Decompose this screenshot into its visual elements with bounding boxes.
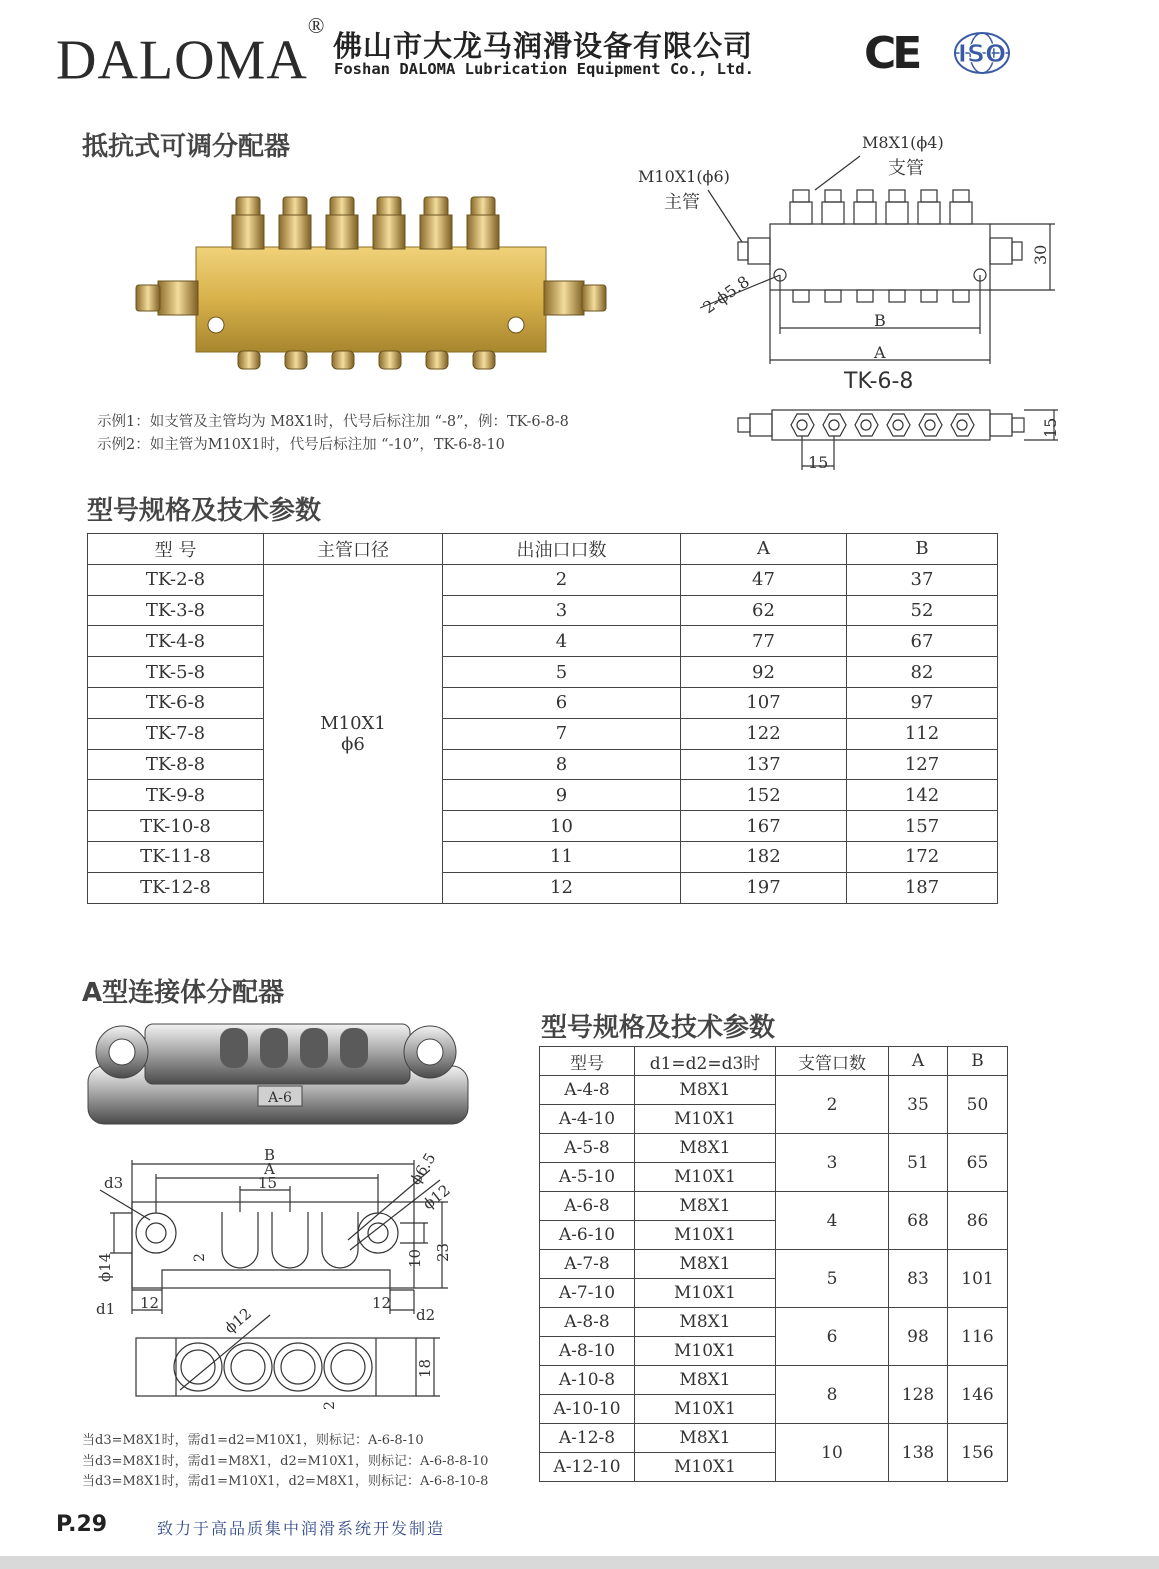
table-row <box>88 564 998 595</box>
cell-thread: M8X1 <box>635 1424 776 1453</box>
cell-a: 137 <box>681 749 847 780</box>
cell-model: A-10-10 <box>540 1395 635 1424</box>
dim-phi14: ϕ14 <box>96 1252 114 1282</box>
table-row <box>88 749 998 780</box>
table-row <box>540 1076 1008 1105</box>
dim-phi12: ϕ12 <box>419 1180 454 1214</box>
note-1: 当d3=M8X1时，需d1=d2=M10X1，则标记：A-6-8-10 <box>82 1433 424 1448</box>
cell-branch-count: 2 <box>776 1076 889 1134</box>
header-a: A <box>889 1047 948 1076</box>
dim-twentythree: 23 <box>434 1242 452 1262</box>
registered-mark: ® <box>307 13 326 38</box>
cell-a: 92 <box>681 657 847 688</box>
section1-title: 抵抗式可调分配器 <box>82 132 291 162</box>
cell-branch-count: 10 <box>776 1424 889 1482</box>
dim-eighteen: 18 <box>416 1358 434 1378</box>
cell-b: 86 <box>948 1192 1008 1250</box>
cell-branch-count: 4 <box>776 1192 889 1250</box>
cell-b: 127 <box>847 749 998 780</box>
a-notes <box>82 1431 488 1493</box>
cell-model: A-5-10 <box>540 1163 635 1192</box>
cell-b: 65 <box>948 1134 1008 1192</box>
cell-outlet-count: 4 <box>443 626 681 657</box>
cell-a: 51 <box>889 1134 948 1192</box>
table-row <box>540 1424 1008 1453</box>
cell-model: TK-4-8 <box>88 626 264 657</box>
top-fittings <box>232 197 499 249</box>
cell-b: 187 <box>847 872 998 903</box>
page-number: P.29 <box>56 1512 108 1537</box>
cell-thread: M8X1 <box>635 1366 776 1395</box>
table-row <box>88 595 998 626</box>
iso-logo <box>953 31 1011 75</box>
cell-model: A-5-8 <box>540 1134 635 1163</box>
cell-model: A-7-8 <box>540 1250 635 1279</box>
table-row <box>88 626 998 657</box>
table-row <box>88 811 998 842</box>
cell-thread: M10X1 <box>635 1337 776 1366</box>
cell-thread: M8X1 <box>635 1250 776 1279</box>
height-dim-label: 30 <box>1031 244 1050 265</box>
cell-model: TK-7-8 <box>88 718 264 749</box>
a-dim-label: A <box>874 343 886 362</box>
cell-a: 47 <box>681 564 847 595</box>
tk-table-title: 型号规格及技术参数 <box>87 496 322 526</box>
cell-b: 157 <box>847 811 998 842</box>
table-row <box>540 1366 1008 1395</box>
cell-main-size <box>264 564 443 903</box>
cell-outlet-count: 6 <box>443 687 681 718</box>
cell-model: TK-10-8 <box>88 811 264 842</box>
hole-dim-label: 2-ϕ5.8 <box>699 271 753 318</box>
a-table-title: 型号规格及技术参数 <box>541 1013 776 1043</box>
company-name-cn: 佛山市大龙马润滑设备有限公司 <box>333 29 754 63</box>
cell-model: TK-11-8 <box>88 841 264 872</box>
cell-outlet-count: 9 <box>443 780 681 811</box>
dim-d1: d1 <box>96 1300 116 1318</box>
cell-model: A-7-10 <box>540 1279 635 1308</box>
cell-b: 142 <box>847 780 998 811</box>
header-main-size: 主管口径 <box>264 534 443 565</box>
header-b: B <box>948 1047 1008 1076</box>
company-name-en: Foshan DALOMA Lubrication Equipment Co., Ltd. <box>334 60 754 78</box>
cell-b: 112 <box>847 718 998 749</box>
cell-a: 107 <box>681 687 847 718</box>
cell-b: 67 <box>847 626 998 657</box>
table-row <box>540 1308 1008 1337</box>
tk-distributor-photo <box>128 185 618 385</box>
cell-b: 156 <box>948 1424 1008 1482</box>
cell-thread: M10X1 <box>635 1453 776 1482</box>
cell-branch-count: 5 <box>776 1250 889 1308</box>
cell-a: 152 <box>681 780 847 811</box>
branch-thread-label: M8X1(ϕ4) <box>862 133 944 152</box>
a-spec-table <box>539 1046 1008 1482</box>
cell-a: 83 <box>889 1250 948 1308</box>
main-size-thread: M10X1 <box>320 712 386 734</box>
brand-logo <box>56 13 326 92</box>
iso-text: ISO <box>957 39 1007 68</box>
cell-model: TK-5-8 <box>88 657 264 688</box>
cell-b: 37 <box>847 564 998 595</box>
table-row <box>88 780 998 811</box>
cell-thread: M8X1 <box>635 1076 776 1105</box>
footer-slogan: 致力于高品质集中润滑系统开发制造 <box>157 1519 446 1538</box>
note-2: 当d3=M8X1时，需d1=M8X1，d2=M10X1，则标记：A-6-8-8-10 <box>82 1453 489 1469</box>
b-dim-label: B <box>874 311 886 330</box>
table-row <box>88 718 998 749</box>
depth-dim-label: 15 <box>1041 417 1060 438</box>
cell-a: 182 <box>681 841 847 872</box>
dim-ten: 10 <box>406 1248 424 1268</box>
main-thread-label: M10X1(ϕ6) <box>638 167 730 186</box>
cell-b: 52 <box>847 595 998 626</box>
main-size-diameter: ϕ6 <box>341 733 365 755</box>
cell-model: A-12-10 <box>540 1453 635 1482</box>
cell-model: A-4-8 <box>540 1076 635 1105</box>
main-pipe-label: 主管 <box>664 192 700 213</box>
dim-d3: d3 <box>104 1174 124 1192</box>
tk-examples <box>97 411 569 457</box>
footer-bar <box>0 1556 1159 1569</box>
cell-model: A-6-10 <box>540 1221 635 1250</box>
cell-b: 172 <box>847 841 998 872</box>
model-label: TK-6-8 <box>844 369 914 394</box>
table-row <box>88 657 998 688</box>
ce-logo: CE <box>864 28 919 79</box>
example-1: 示例1：如支管及主管均为 M8X1时，代号后标注加 “-8”，例：TK-6-8-8 <box>97 414 569 430</box>
cell-b: 116 <box>948 1308 1008 1366</box>
dim-a: A <box>264 1160 275 1178</box>
cell-b: 82 <box>847 657 998 688</box>
cell-model: TK-9-8 <box>88 780 264 811</box>
cell-outlet-count: 7 <box>443 718 681 749</box>
table-row <box>88 687 998 718</box>
cell-model: A-6-8 <box>540 1192 635 1221</box>
cell-b: 146 <box>948 1366 1008 1424</box>
cell-outlet-count: 12 <box>443 872 681 903</box>
cell-outlet-count: 3 <box>443 595 681 626</box>
cell-branch-count: 6 <box>776 1308 889 1366</box>
header-model: 型号 <box>540 1047 635 1076</box>
cell-a: 138 <box>889 1424 948 1482</box>
cell-b: 97 <box>847 687 998 718</box>
cell-model: TK-3-8 <box>88 595 264 626</box>
dim-two: 2 <box>192 1253 208 1262</box>
header-thread: d1=d2=d3时 <box>635 1047 776 1076</box>
product-stamp: A-6 <box>268 1090 292 1106</box>
header-model: 型 号 <box>88 534 264 565</box>
cell-model: TK-8-8 <box>88 749 264 780</box>
table-row <box>540 1134 1008 1163</box>
cell-a: 128 <box>889 1366 948 1424</box>
cell-b: 50 <box>948 1076 1008 1134</box>
bottom-knobs <box>238 351 495 369</box>
cell-thread: M10X1 <box>635 1221 776 1250</box>
header-outlet-count: 出油口口数 <box>443 534 681 565</box>
cell-a: 197 <box>681 872 847 903</box>
cell-model: A-4-10 <box>540 1105 635 1134</box>
cell-a: 62 <box>681 595 847 626</box>
cell-a: 167 <box>681 811 847 842</box>
dim-twelve-right: 12 <box>372 1294 392 1312</box>
pitch-dim-label: 15 <box>808 453 829 472</box>
cell-outlet-count: 2 <box>443 564 681 595</box>
table-row <box>88 872 998 903</box>
cell-model: A-12-8 <box>540 1424 635 1453</box>
table-header-row <box>88 534 998 565</box>
branch-pipe-label: 支管 <box>888 158 924 179</box>
header-b: B <box>847 534 998 565</box>
brand-name: DALOMA <box>56 29 308 92</box>
dim-b: B <box>264 1146 276 1164</box>
cell-a: 98 <box>889 1308 948 1366</box>
tk-technical-drawing <box>630 128 1070 478</box>
dim-d2: d2 <box>416 1306 436 1324</box>
section2-title: A型连接体分配器 <box>82 978 285 1008</box>
cell-outlet-count: 10 <box>443 811 681 842</box>
dim-pitch: 15 <box>258 1174 278 1192</box>
cell-model: A-8-8 <box>540 1308 635 1337</box>
note-3: 当d3=M8X1时，需d1=M10X1，d2=M8X1，则标记：A-6-8-10-8 <box>82 1474 489 1489</box>
example-2: 示例2：如主管为M10X1时，代号后标注加 “-10”，TK-6-8-10 <box>97 437 505 453</box>
cell-model: A-8-10 <box>540 1337 635 1366</box>
a-distributor-photo <box>80 1014 475 1134</box>
cell-model: TK-6-8 <box>88 687 264 718</box>
cell-thread: M10X1 <box>635 1395 776 1424</box>
cell-a: 77 <box>681 626 847 657</box>
cell-branch-count: 8 <box>776 1366 889 1424</box>
cell-thread: M10X1 <box>635 1105 776 1134</box>
cell-a: 68 <box>889 1192 948 1250</box>
cell-thread: M8X1 <box>635 1308 776 1337</box>
table-row <box>540 1192 1008 1221</box>
cell-a: 122 <box>681 718 847 749</box>
table-row <box>540 1250 1008 1279</box>
dim-phi12-bottom: ϕ12 <box>221 1304 256 1338</box>
cell-outlet-count: 8 <box>443 749 681 780</box>
cell-b: 101 <box>948 1250 1008 1308</box>
cell-model: TK-12-8 <box>88 872 264 903</box>
header-branch-count: 支管口数 <box>776 1047 889 1076</box>
cell-thread: M8X1 <box>635 1192 776 1221</box>
cell-a: 35 <box>889 1076 948 1134</box>
dim-twelve-left: 12 <box>140 1294 160 1312</box>
table-header-row <box>540 1047 1008 1076</box>
cell-thread: M8X1 <box>635 1134 776 1163</box>
header-a: A <box>681 534 847 565</box>
dim-two-bottom: 2 <box>322 1401 338 1410</box>
tk-spec-table <box>87 533 998 904</box>
cell-outlet-count: 5 <box>443 657 681 688</box>
cell-outlet-count: 11 <box>443 841 681 872</box>
dim-phi65: ϕ6.5 <box>406 1149 440 1189</box>
cell-thread: M10X1 <box>635 1163 776 1192</box>
cell-model: TK-2-8 <box>88 564 264 595</box>
table-row <box>88 841 998 872</box>
a-technical-drawing <box>80 1140 480 1430</box>
cell-thread: M10X1 <box>635 1279 776 1308</box>
cell-model: A-10-8 <box>540 1366 635 1395</box>
cell-branch-count: 3 <box>776 1134 889 1192</box>
